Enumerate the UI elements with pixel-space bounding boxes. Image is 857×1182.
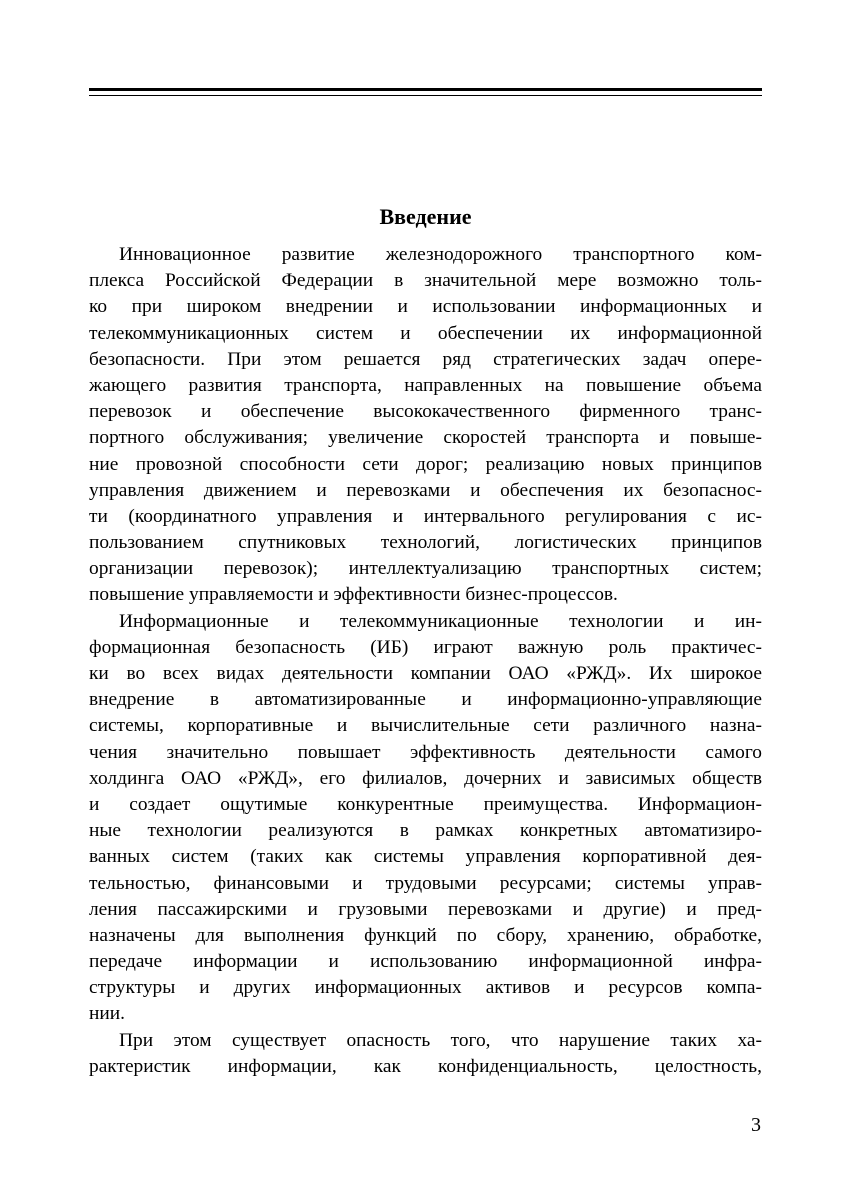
text-line: организации перевозок); интеллектуализацию транспортных систем;	[89, 558, 762, 580]
text-line: внедрение в автоматизированные и информационно-управляющие	[89, 689, 762, 711]
text-line: перевозок и обеспечение высококачественного фирменного транс-	[89, 401, 762, 423]
text-line: рактеристик информации, как конфиденциальность, целостность,	[89, 1055, 762, 1077]
header-rule-thin	[89, 95, 762, 96]
text-line: плекса Российской Федерации в значительной мере возможно толь-	[89, 270, 762, 292]
text-line: назначены для выполнения функций по сбору, хранению, обработке,	[89, 924, 762, 946]
text-line: пользованием спутниковых технологий, логистических принципов	[89, 532, 762, 554]
text-line: ти (координатного управления и интервального регулирования с ис-	[89, 505, 762, 527]
text-line: ные технологии реализуются в рамках конкретных автоматизиро-	[89, 820, 762, 842]
text-line: тельностью, финансовыми и трудовыми ресурсами; системы управ-	[89, 872, 762, 894]
text-line: ления пассажирскими и грузовыми перевозками и другие) и пред-	[89, 898, 762, 920]
text-line: формационная безопасность (ИБ) играют важную роль практичес-	[89, 636, 762, 658]
text-line: системы, корпоративные и вычислительные сети различного назна-	[89, 715, 762, 737]
text-line: структуры и других информационных активов и ресурсов компа-	[89, 977, 762, 999]
text-line: холдинга ОАО «РЖД», его филиалов, дочерних и зависимых обществ	[89, 767, 762, 789]
page-number: 3	[751, 1114, 761, 1136]
header-rule-thick	[89, 88, 762, 91]
text-line: безопасности. При этом решается ряд стратегических задач опере-	[89, 348, 762, 370]
text-line: и создает ощутимые конкурентные преимущества. Информацион-	[89, 793, 762, 815]
text-line: ние провозной способности сети дорог; реализацию новых принципов	[89, 453, 762, 475]
text-line: ванных систем (таких как системы управления корпоративной дея-	[89, 846, 762, 868]
text-line: телекоммуникационных систем и обеспечении их информационной	[89, 322, 762, 344]
text-line: При этом существует опасность того, что нарушение таких ха-	[119, 1029, 762, 1051]
text-line: чения значительно повышает эффективность деятельности самого	[89, 741, 762, 763]
text-line: нии.	[89, 1003, 125, 1025]
text-line: ко при широком внедрении и использовании информационных и	[89, 296, 762, 318]
text-line: жающего развития транспорта, направленных на повышение объема	[89, 374, 762, 396]
text-line: ки во всех видах деятельности компании ОАО «РЖД». Их широкое	[89, 663, 762, 684]
text-line: Инновационное развитие железнодорожного транспортного ком-	[119, 244, 762, 265]
body-text	[89, 242, 762, 1080]
text-line: портного обслуживания; увеличение скоростей транспорта и повыше-	[89, 427, 762, 449]
text-line: Информационные и телекоммуникационные технологии и ин-	[119, 610, 762, 632]
text-line: управления движением и перевозками и обеспечения их безопаснос-	[89, 479, 762, 501]
text-line: повышение управляемости и эффективности бизнес-процессов.	[89, 584, 618, 606]
section-heading: Введение	[379, 204, 472, 229]
text-line: передаче информации и использованию информационной инфра-	[89, 951, 762, 973]
